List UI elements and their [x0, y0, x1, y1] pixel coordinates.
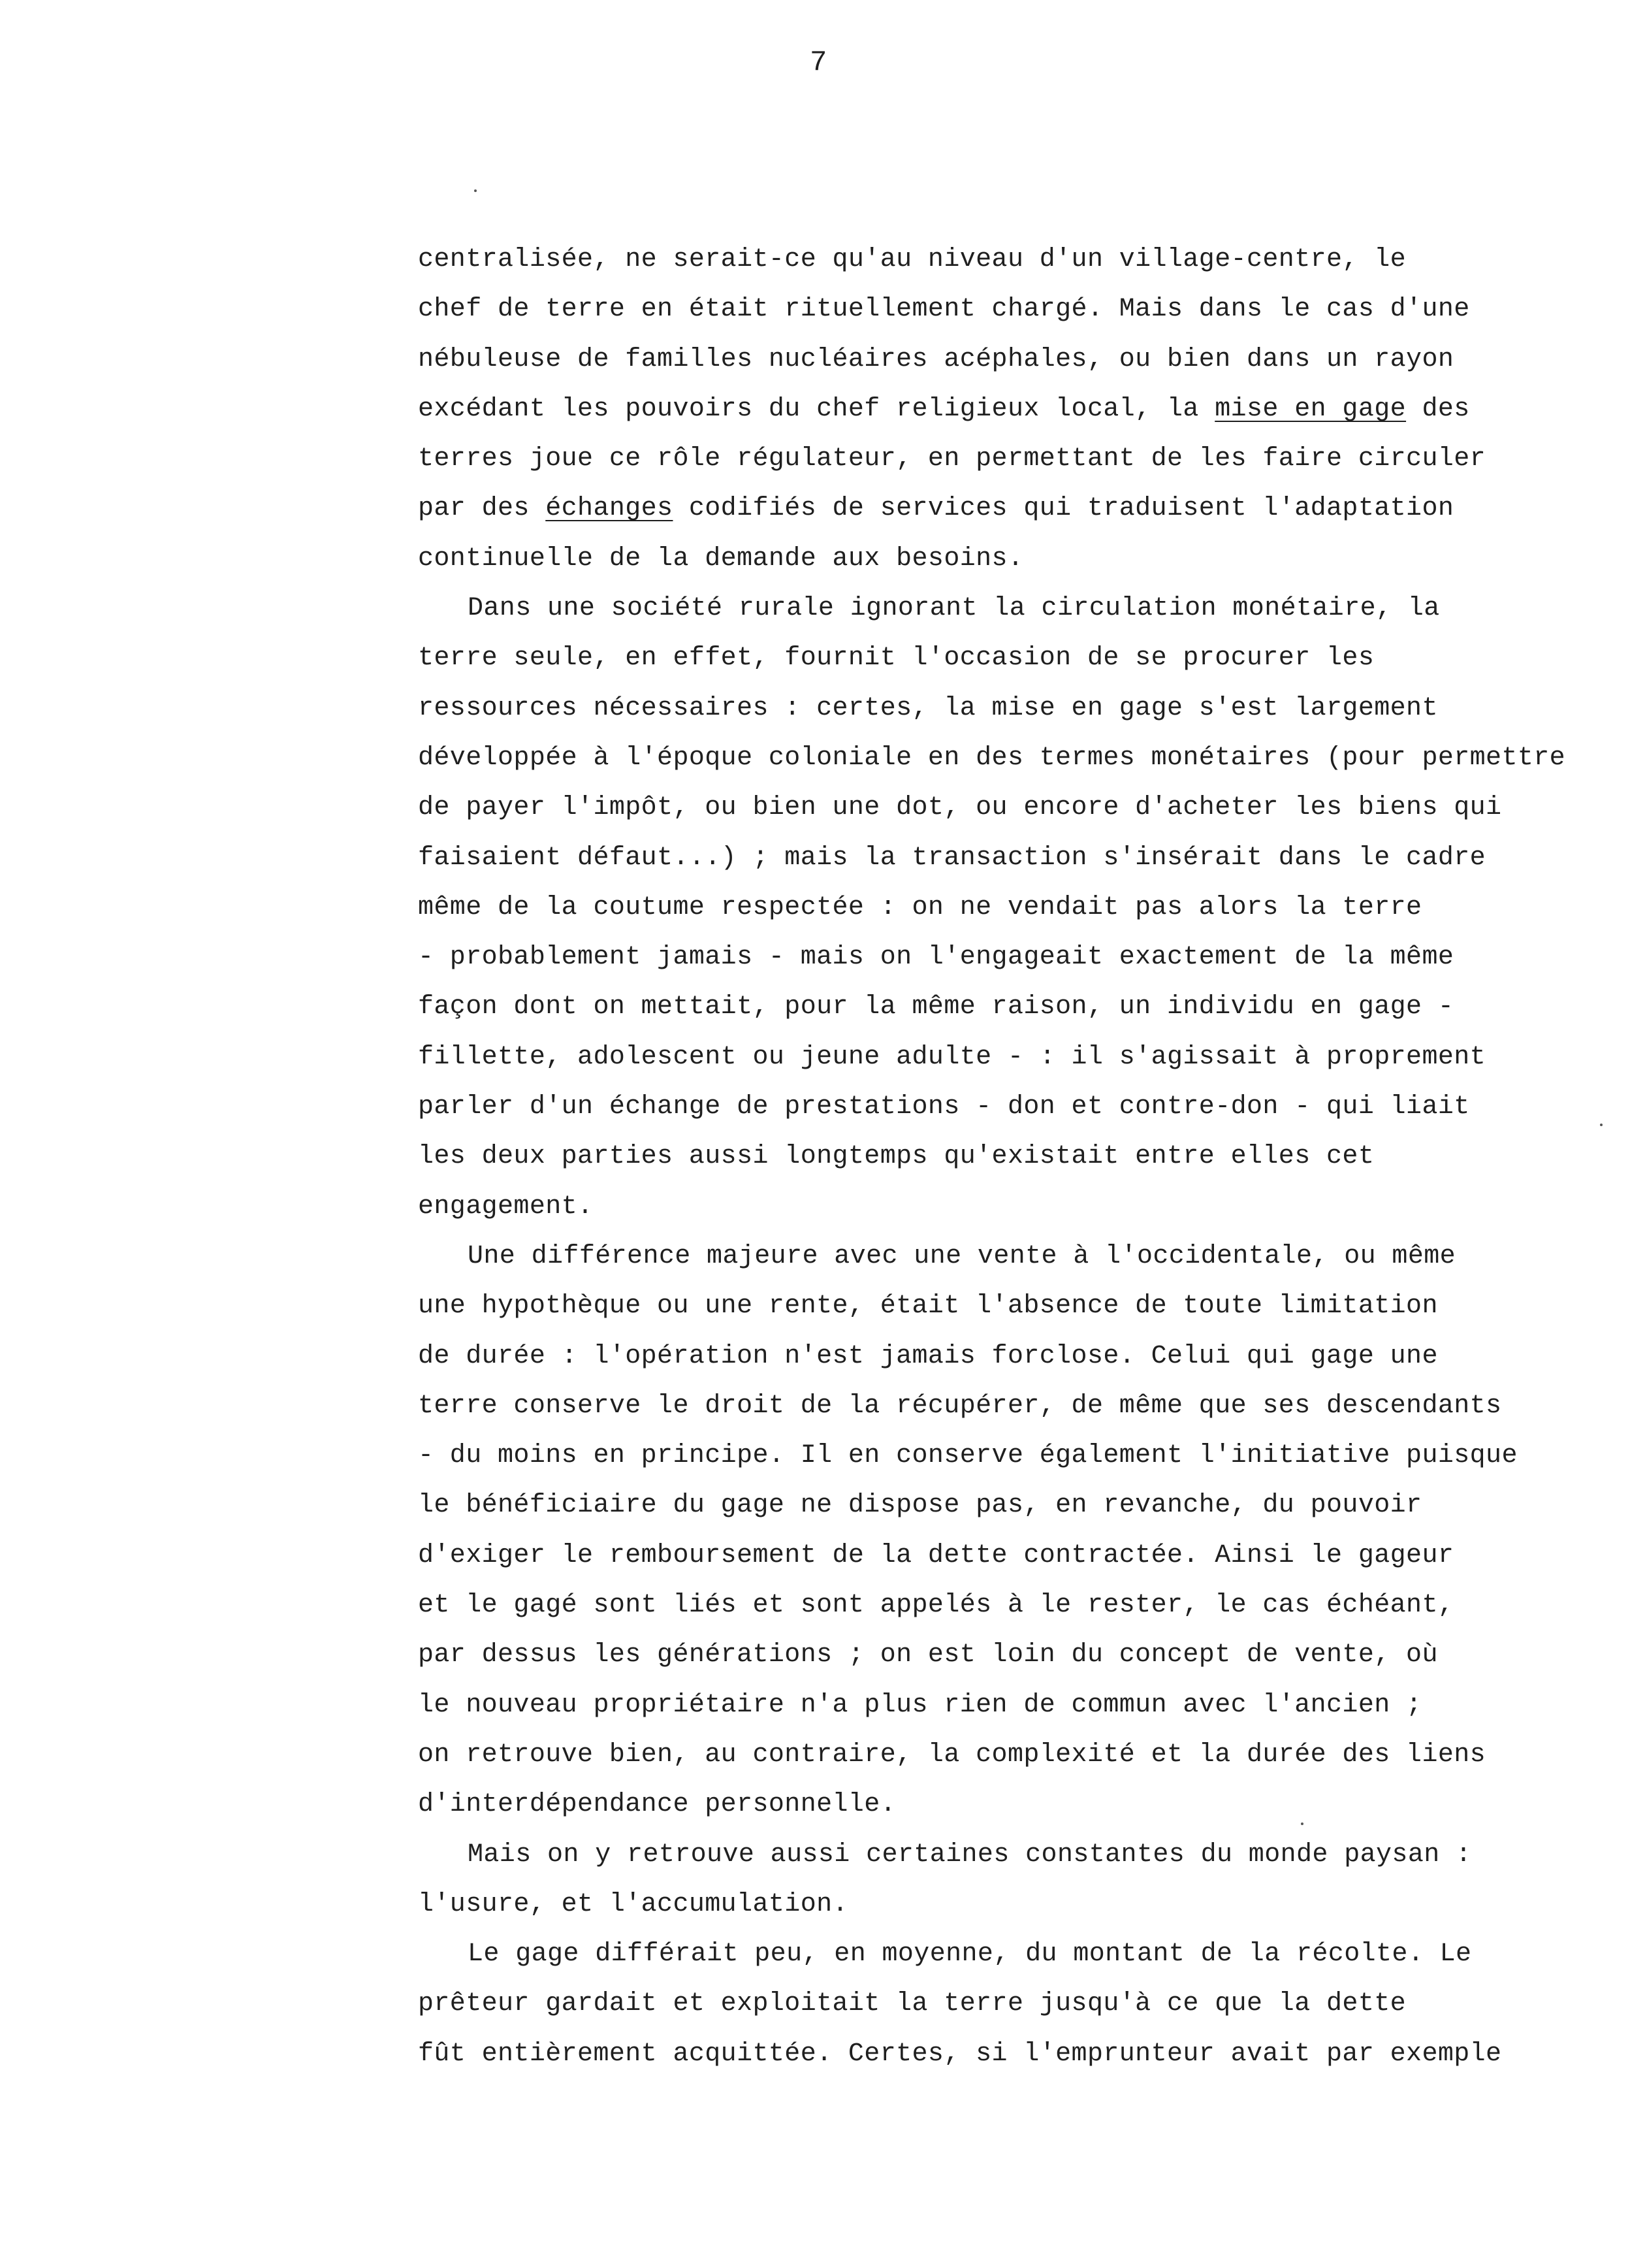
scan-speck — [474, 189, 477, 192]
text-segment: excédant les pouvoirs du chef religieux local, la — [418, 394, 1215, 424]
text-line — [418, 1581, 1620, 1630]
text-line — [418, 285, 1620, 334]
text-segment: une hypothèque ou une rente, était l'absence de toute limitation — [418, 1291, 1438, 1321]
text-line — [418, 1830, 1620, 1880]
text-segment: - probablement jamais - mais on l'engageait exactement de la même — [418, 943, 1454, 973]
text-line — [418, 684, 1620, 734]
text-segment: de durée : l'opération n'est jamais forclose. Celui qui gage une — [418, 1341, 1438, 1371]
text-segment: fillette, adolescent ou jeune adulte - : il s'agissait à proprement — [418, 1042, 1486, 1072]
text-segment: on retrouve bien, au contraire, la complexité et la durée des liens — [418, 1740, 1486, 1770]
text-segment: Le gage différait peu, en moyenne, du montant de la récolte. Le — [468, 1939, 1472, 1969]
text-line — [418, 1930, 1620, 1979]
text-segment: d'interdépendance personnelle. — [418, 1790, 897, 1820]
text-line — [418, 534, 1620, 584]
text-segment: - du moins en principe. Il en conserve également l'initiative puisque — [418, 1441, 1518, 1471]
text-line — [418, 584, 1620, 634]
paragraph — [418, 235, 1620, 584]
text-line — [418, 783, 1620, 833]
text-line — [418, 933, 1620, 982]
text-line — [418, 1630, 1620, 1680]
text-line — [418, 1979, 1620, 2029]
text-segment: terres joue ce rôle régulateur, en permettant de les faire circuler — [418, 444, 1486, 474]
text-segment: développée à l'époque coloniale en des termes monétaires (pour permettre — [418, 743, 1566, 773]
underlined-term: échanges — [545, 494, 673, 524]
text-line — [418, 1431, 1620, 1481]
text-line — [418, 484, 1620, 534]
text-segment: nébuleuse de familles nucléaires acéphales, ou bien dans un rayon — [418, 344, 1454, 374]
text-line — [418, 1033, 1620, 1082]
text-line — [418, 883, 1620, 933]
text-line — [418, 335, 1620, 385]
text-segment: le bénéficiaire du gage ne dispose pas, en revanche, du pouvoir — [418, 1491, 1422, 1521]
text-line — [418, 982, 1620, 1032]
text-segment: et le gagé sont liés et sont appelés à le rester, le cas échéant, — [418, 1591, 1454, 1621]
text-segment: continuelle de la demande aux besoins. — [418, 543, 1024, 574]
text-line — [418, 734, 1620, 783]
text-line — [418, 1780, 1620, 1830]
text-segment: façon dont on mettait, pour la même raison, un individu en gage - — [418, 992, 1454, 1022]
page-number: 7 — [810, 46, 827, 79]
text-line — [418, 1132, 1620, 1182]
text-line — [418, 1082, 1620, 1132]
text-segment: d'exiger le remboursement de la dette contractée. Ainsi le gageur — [418, 1540, 1454, 1570]
text-line — [418, 1730, 1620, 1780]
text-segment: par dessus les générations ; on est loin du concept de vente, où — [418, 1640, 1438, 1670]
text-segment: ressources nécessaires : certes, la mise en gage s'est largement — [418, 693, 1438, 723]
text-segment: Mais on y retrouve aussi certaines constantes du monde paysan : — [468, 1839, 1472, 1870]
paragraph — [418, 584, 1620, 1232]
text-line — [418, 1481, 1620, 1531]
text-segment: les deux parties aussi longtemps qu'existait entre elles cet — [418, 1142, 1375, 1172]
text-line — [418, 1681, 1620, 1730]
text-line — [418, 1880, 1620, 1930]
text-segment: engagement. — [418, 1191, 594, 1222]
text-line — [418, 385, 1620, 434]
text-line — [418, 1282, 1620, 1331]
text-line — [418, 2030, 1620, 2079]
scan-speck — [1600, 1124, 1603, 1126]
text-segment: codifiés de services qui traduisent l'adaptation — [673, 494, 1454, 524]
text-segment: de payer l'impôt, ou bien une dot, ou encore d'acheter les biens qui — [418, 793, 1502, 823]
text-line — [418, 634, 1620, 683]
text-segment: le nouveau propriétaire n'a plus rien de commun avec l'ancien ; — [418, 1690, 1422, 1720]
text-segment: terre seule, en effet, fournit l'occasion de se procurer les — [418, 643, 1375, 673]
text-line — [418, 1182, 1620, 1232]
text-segment: prêteur gardait et exploitait la terre jusqu'à ce que la dette — [418, 1989, 1407, 2019]
text-segment: terre conserve le droit de la récupérer, de même que ses descendants — [418, 1391, 1502, 1421]
text-segment: par des — [418, 494, 546, 524]
text-line — [418, 1332, 1620, 1382]
text-segment: Dans une société rurale ignorant la circulation monétaire, la — [468, 594, 1440, 624]
paragraph — [418, 1930, 1620, 2079]
text-segment: faisaient défaut...) ; mais la transaction s'insérait dans le cadre — [418, 843, 1486, 873]
text-segment: Une différence majeure avec une vente à l'occidentale, ou même — [468, 1241, 1456, 1271]
text-segment: même de la coutume respectée : on ne vendait pas alors la terre — [418, 892, 1422, 922]
paragraph — [418, 1830, 1620, 1930]
scan-speck — [1301, 1822, 1303, 1825]
text-segment: fût entièrement acquittée. Certes, si l'emprunteur avait par exemple — [418, 2039, 1502, 2069]
paragraph — [418, 1232, 1620, 1830]
document-body — [418, 235, 1620, 2079]
text-line — [418, 235, 1620, 285]
text-line — [418, 1531, 1620, 1581]
text-line — [418, 834, 1620, 883]
text-line — [418, 434, 1620, 484]
text-segment: des — [1406, 394, 1470, 424]
text-segment: parler d'un échange de prestations - don et contre-don - qui liait — [418, 1092, 1470, 1122]
text-segment: chef de terre en était rituellement chargé. Mais dans le cas d'une — [418, 295, 1470, 325]
text-line — [418, 1232, 1620, 1282]
text-segment: centralisée, ne serait-ce qu'au niveau d'un village-centre, le — [418, 245, 1407, 274]
text-segment: l'usure, et l'accumulation. — [418, 1889, 848, 1919]
underlined-term: mise en gage — [1215, 394, 1407, 424]
text-line — [418, 1382, 1620, 1431]
